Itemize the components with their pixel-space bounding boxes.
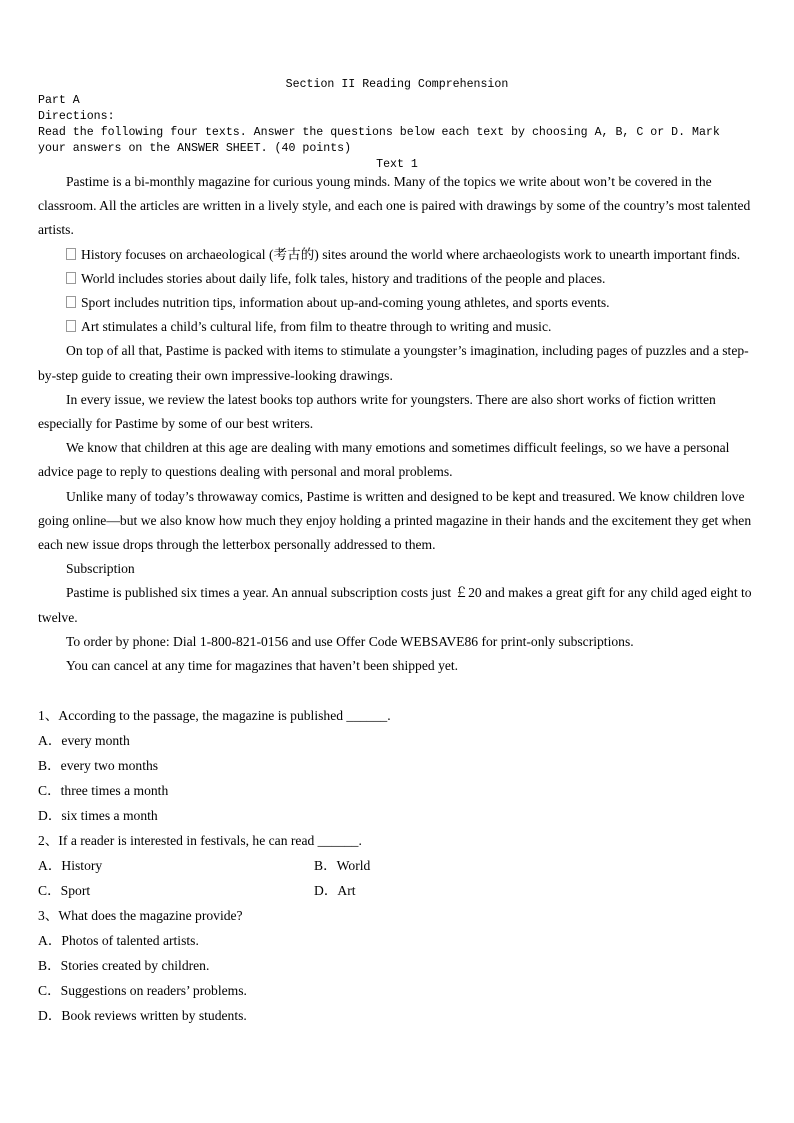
- option: B．Stories created by children.: [38, 958, 210, 973]
- paragraph: Unlike many of today’s throwaway comics, Pastime is written and designed to be kept and treasured. We know children love going online—but we also know how much they enjoy holding a printed magazine in their hands and the excitement they get when each new issue drops through the letterbox personally addressed to them.: [38, 488, 752, 553]
- section-title: Section II Reading Comprehension: [285, 78, 509, 91]
- directions-label: Directions:: [38, 110, 115, 123]
- bullet-text: Sport includes nutrition tips, information about up-and-coming young athletes, and sports events.: [81, 295, 610, 311]
- bullet-item: [38, 315, 754, 339]
- bullet-item: [38, 291, 754, 315]
- option: C．three times a month: [38, 783, 169, 798]
- option: B．every two months: [38, 758, 159, 773]
- option: D．six times a month: [38, 808, 158, 823]
- question-stem: 1、According to the passage, the magazine is published ______.: [38, 708, 391, 723]
- bullet-box-icon: [66, 248, 76, 260]
- option: C．Sport: [38, 883, 91, 898]
- option-row: [38, 878, 754, 903]
- paragraph: In every issue, we review the latest books top authors write for youngsters. There are also short works of fiction written especially for Pastime by some of our best writers.: [38, 391, 716, 432]
- paragraph: Pastime is published six times a year. An annual subscription costs just ￡20 and makes a great gift for any child aged eight to twelve.: [38, 585, 752, 625]
- bullet-item: [38, 243, 754, 267]
- paragraph: To order by phone: Dial 1-800-821-0156 and use Offer Code WEBSAVE86 for print-only subscriptions.: [66, 633, 634, 649]
- directions-text: Read the following four texts. Answer the questions below each text by choosing A, B, C or D. Mark your answers on the ANSWER SHEET. (40 points): [38, 126, 720, 155]
- bullet-box-icon: [66, 296, 76, 308]
- option: A．every month: [38, 733, 130, 748]
- question-stem: 3、What does the magazine provide?: [38, 908, 243, 923]
- part-label: Part A: [38, 94, 80, 107]
- bullet-text: Art stimulates a child’s cultural life, from film to theatre through to writing and music.: [81, 319, 552, 335]
- questions: [38, 703, 754, 1028]
- option: C．Suggestions on readers’ problems.: [38, 983, 247, 998]
- bullet-item: [38, 267, 754, 291]
- bullet-text: History focuses on archaeological (考古的) sites around the world where archaeologists work to unearth important finds.: [81, 246, 741, 262]
- paragraph: On top of all that, Pastime is packed with items to stimulate a youngster’s imagination, including pages of puzzles and a step-by-step guide to creating their own impressive-looking drawings.: [38, 343, 749, 383]
- passage: [38, 170, 754, 678]
- paragraph: Pastime is a bi-monthly magazine for curious young minds. Many of the topics we write about won’t be covered in the classroom. All the articles are written in a lively style, and each one is paired with drawings by some of the country’s most talented artists.: [38, 174, 751, 238]
- option: D．Book reviews written by students.: [38, 1008, 247, 1023]
- text-title: Text 1: [376, 158, 418, 171]
- question-stem: 2、If a reader is interested in festivals, he can read ______.: [38, 833, 362, 848]
- bullet-text: World includes stories about daily life, folk tales, history and traditions of the people and places.: [81, 270, 606, 286]
- paragraph: We know that children at this age are dealing with many emotions and sometimes difficult feelings, so we have a personal advice page to reply to questions dealing with personal and moral problems.: [38, 440, 730, 480]
- paragraph: You can cancel at any time for magazines that haven’t been shipped yet.: [66, 658, 459, 674]
- bullet-box-icon: [66, 320, 76, 332]
- option: B．World: [314, 858, 371, 873]
- subscription-heading: Subscription: [66, 561, 135, 577]
- option: A．History: [38, 858, 103, 873]
- bullet-box-icon: [66, 272, 76, 284]
- option: A．Photos of talented artists.: [38, 933, 199, 948]
- option: D．Art: [314, 883, 356, 898]
- option-row: [38, 853, 754, 878]
